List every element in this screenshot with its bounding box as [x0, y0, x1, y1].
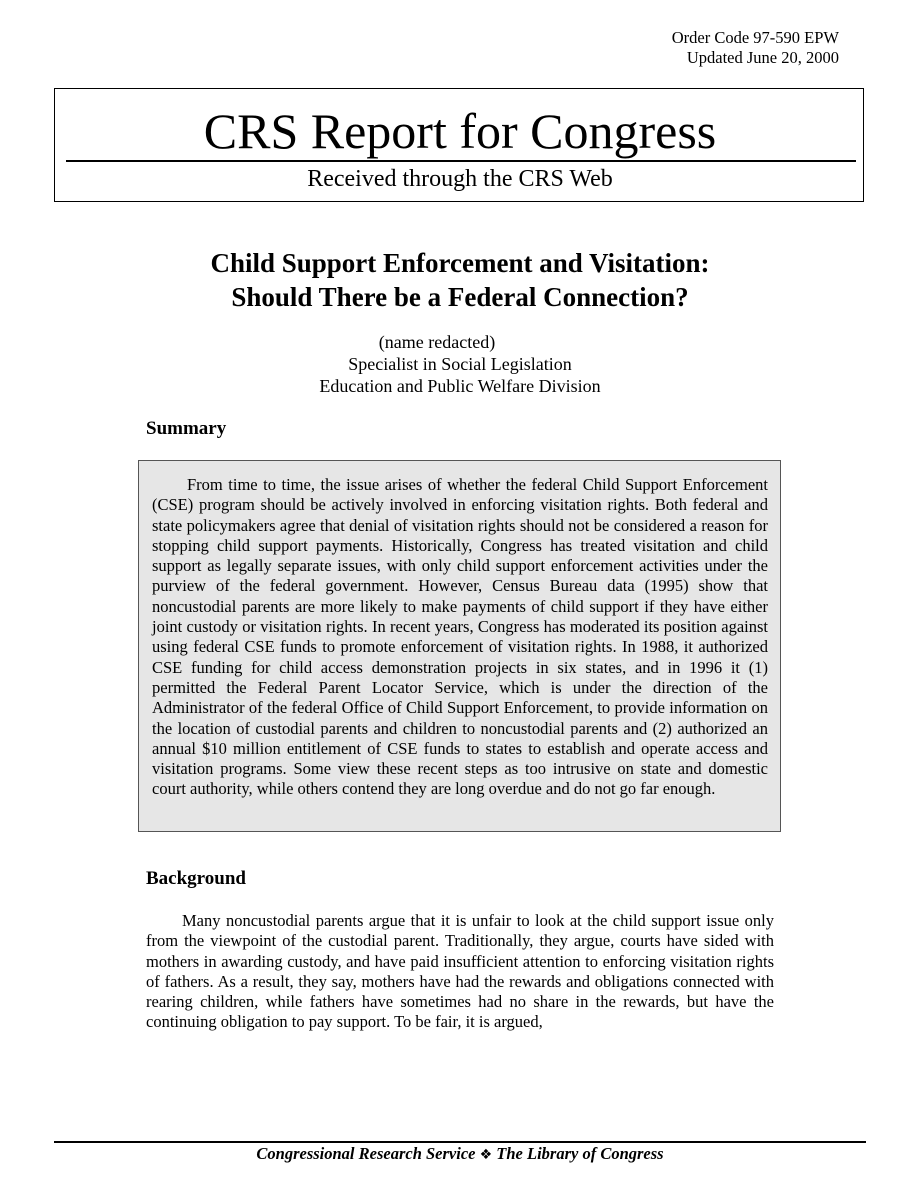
author-division: Education and Public Welfare Division — [319, 376, 601, 396]
summary-text: From time to time, the issue arises of whether the federal Child Support Enforcement (CSE) program should be actively involved in enforcing visitation rights. Both federal and state policymakers agree that denial of visitation rights should not be considered a reason for stopping child support payments. Historically, Congress has treated visitation and child support as legally separate issues, with only child support enforcement activities under the purview of the federal government. However, Census Bureau data (1995) show that noncustodial parents are more likely to make payments of child support if they have either joint custody or visitation rights. In recent years, Congress has moderated its position against using federal CSE funds to promote enforcement of visitation rights. In 1988, it authorized CSE funding for child access demonstration projects in six states, and in 1996 it (1) permitted the Federal Parent Locator Service, which is under the direction of the Administrator of the federal Office of Child Support Enforcement, to provide information on the location of custodial parents and children to noncustodial parents and (2) authorized an annual $10 million entitlement of CSE funds to states to establish and operate access and visitation programs. Some view these recent steps as too intrusive on state and domestic court authority, while others contend they are long overdue and do not go far enough. — [152, 475, 768, 799]
author-position: Specialist in Social Legislation — [348, 354, 572, 374]
summary-box — [138, 460, 781, 832]
author-block — [0, 331, 920, 397]
order-code: Order Code 97-590 EPW — [671, 28, 839, 47]
footer — [0, 1143, 920, 1166]
banner-title: CRS Report for Congress — [203, 103, 717, 159]
banner-subtitle: Received through the CRS Web — [307, 166, 613, 192]
footer-loc: The Library of Congress — [496, 1144, 664, 1163]
background-heading: Background — [146, 868, 246, 889]
document-title-line-2: Should There be a Federal Connection? — [231, 282, 689, 312]
summary-heading: Summary — [146, 418, 227, 439]
updated-date: Updated June 20, 2000 — [686, 48, 839, 67]
order-code-block — [672, 28, 839, 68]
author-name: (name redacted) — [378, 332, 496, 352]
document-title — [0, 246, 920, 314]
document-title-line-1: Child Support Enforcement and Visitation: — [210, 248, 710, 278]
banner-divider — [66, 160, 856, 162]
footer-crs: Congressional Research Service — [256, 1144, 476, 1163]
diamond-ornament-icon: ❖ — [479, 1147, 493, 1163]
background-text: Many noncustodial parents argue that it is unfair to look at the child support issue only from the viewpoint of the custodial parent. Traditionally, they argue, courts have sided with mothers in awarding custody, and have paid insufficient attention to enforcing visitation rights of fathers. As a result, they say, mothers have had the rewards and obligations connected with rearing children, while fathers have sometimes had no share in the rewards, but have the continuing obligation to pay support. To be fair, it is argued, — [146, 911, 774, 1032]
